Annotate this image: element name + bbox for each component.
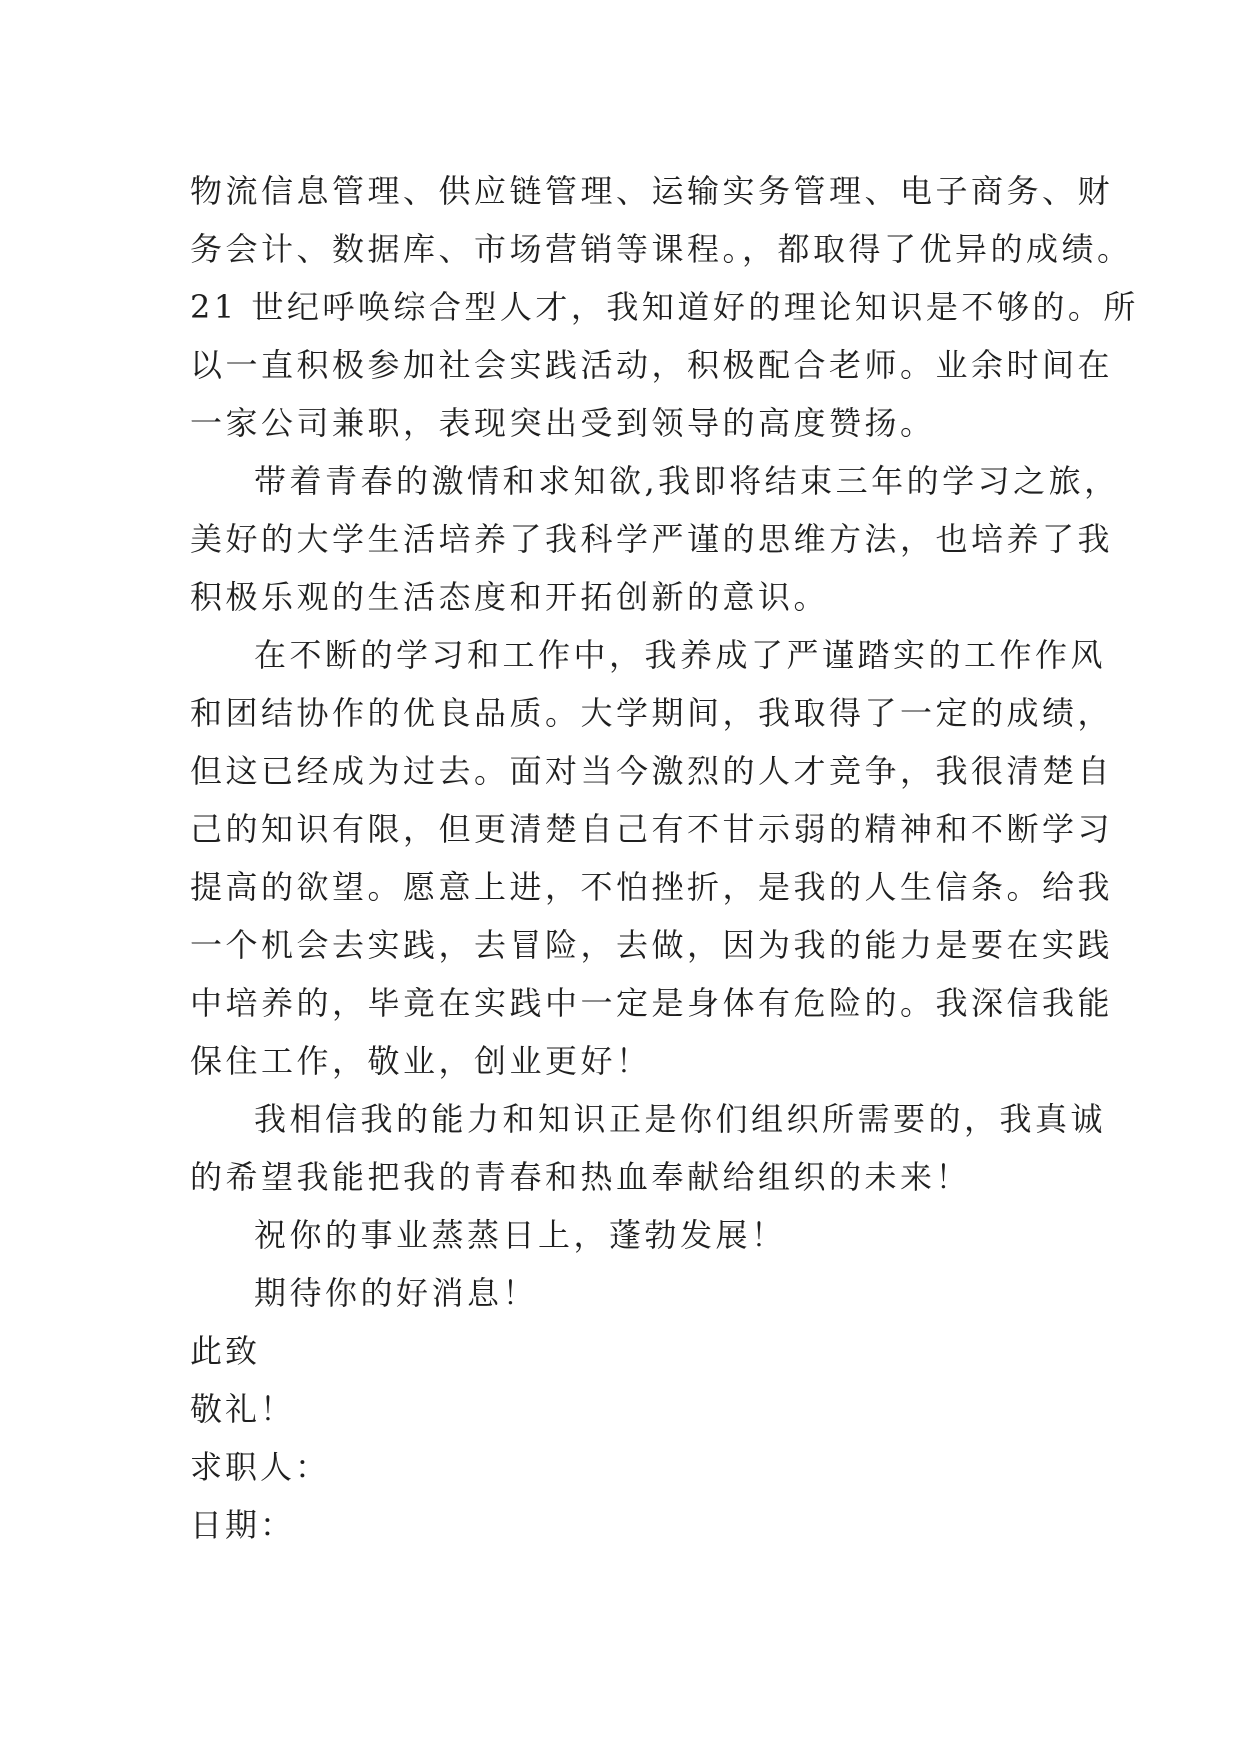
text-line: 中培养的，毕竟在实践中一定是身体有危险的。我深信我能 [190, 984, 1114, 1022]
text-line: 在不断的学习和工作中，我养成了严谨踏实的工作作风 [254, 636, 1107, 674]
paragraph-3 [190, 626, 1114, 1090]
date-label: 日期： [190, 1506, 296, 1544]
text-line: 带着青春的激情和求知欲,我即将结束三年的学习之旅， [254, 462, 1120, 500]
salutation-line: 此致 [190, 1332, 261, 1370]
wish-line: 祝你的事业蒸蒸日上，蓬勃发展！ [254, 1216, 787, 1254]
paragraph-1 [190, 162, 1139, 452]
wish-line: 期待你的好消息！ [254, 1274, 539, 1312]
text-line: 但这已经成为过去。面对当今激烈的人才竞争，我很清楚自 [190, 752, 1114, 790]
text-line: 己的知识有限，但更清楚自己有不甘示弱的精神和不断学习 [190, 810, 1114, 848]
text-line: 物流信息管理、供应链管理、运输实务管理、电子商务、财 [190, 172, 1114, 210]
text-line: 提高的欲望。愿意上进，不怕挫折，是我的人生信条。给我 [190, 868, 1114, 906]
text-line: 务会计、数据库、市场营销等课程。，都取得了优异的成绩。 [190, 230, 1133, 268]
text-line: 积极乐观的生活态度和开拓创新的意识。 [190, 578, 830, 616]
text-line: 和团结协作的优良品质。大学期间，我取得了一定的成绩， [190, 694, 1114, 732]
letter-body [190, 162, 1139, 1554]
text-line: 21 世纪呼唤综合型人才，我知道好的理论知识是不够的。所 [190, 288, 1139, 326]
applicant-label: 求职人： [190, 1448, 331, 1486]
salutation-line: 敬礼！ [190, 1390, 296, 1428]
text-line: 的希望我能把我的青春和热血奉献给组织的未来！ [190, 1158, 972, 1196]
text-line: 一个机会去实践，去冒险，去做，因为我的能力是要在实践 [190, 926, 1114, 964]
paragraph-2 [190, 452, 1120, 626]
text-line: 美好的大学生活培养了我科学严谨的思维方法，也培养了我 [190, 520, 1114, 558]
text-line: 保住工作，敬业，创业更好！ [190, 1042, 652, 1080]
text-line: 以一直积极参加社会实践活动，积极配合老师。业余时间在 [190, 346, 1114, 384]
text-line: 一家公司兼职，表现突出受到领导的高度赞扬。 [190, 404, 936, 442]
text-line: 我相信我的能力和知识正是你们组织所需要的，我真诚 [254, 1100, 1107, 1138]
paragraph-4 [190, 1090, 1107, 1206]
